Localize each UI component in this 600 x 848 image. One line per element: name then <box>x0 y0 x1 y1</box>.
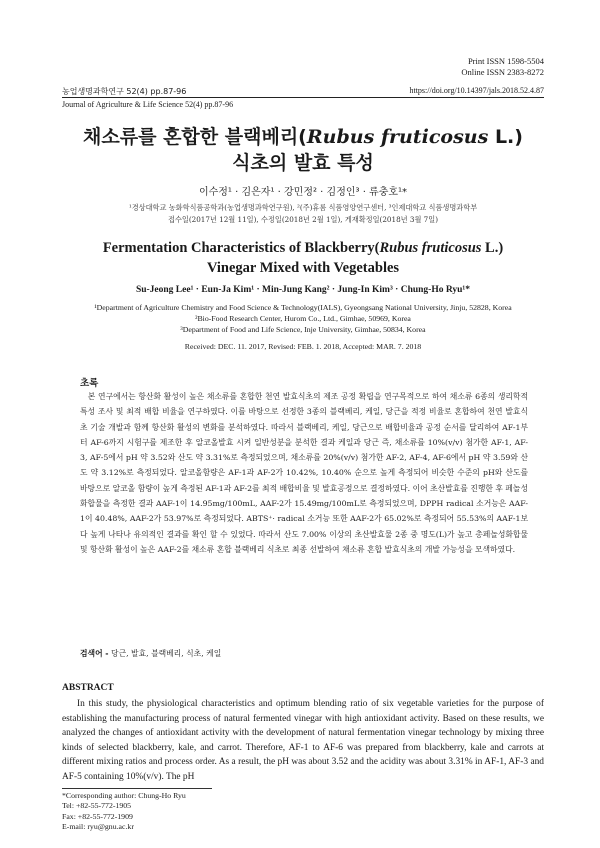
footnote-fax: Fax: +82-55-772-1909 <box>62 811 133 821</box>
footnote-tel: Tel: +82-55-772-1905 <box>62 801 132 811</box>
affiliation-en-1: ¹Department of Agriculture Chemistry and Food Science & Technology(IALS), Gyeongsang National University, Jinju, 52828, Korea <box>94 303 512 312</box>
affiliation-ko-text: ¹경상대학교 농화학식품공학과(농업생명과학연구원), ²(주)휴롬 식품영양연구센터, ³인제대학교 식품생명과학부 <box>128 203 478 212</box>
abstract-ko-heading: 초록 <box>80 378 99 389</box>
title-korean <box>62 124 544 176</box>
corresponding-author-footnote <box>62 791 186 833</box>
running-header-ko: 농업생명과학연구 52(4) pp.87-96 <box>62 87 187 96</box>
print-issn: Print ISSN 1598-5504 <box>467 56 544 66</box>
footnote-email[interactable]: E-mail: ryu@gnu.ac.kr <box>62 822 134 832</box>
title-ko-species: Rubus fruticosus <box>306 126 489 148</box>
title-en-part1: Fermentation Characteristics of Blackberry( <box>102 240 380 256</box>
header-divider <box>62 97 544 98</box>
online-issn: Online ISSN 2383-8272 <box>461 67 544 77</box>
title-ko-part1: 채소류를 혼합한 블랙베리( <box>83 126 307 148</box>
affiliation-en-3: ³Department of Food and Life Science, Inje University, Gimhae, 50834, Korea <box>180 325 426 334</box>
keywords-list: 당근, 발효, 블랙베리, 식초, 케일 <box>111 649 222 658</box>
authors-english: Su-Jeong Lee¹ · Eun-Ja Kim¹ · Min-Jung Kang² · Jung-In Kim³ · Chung-Ho Ryu¹* <box>135 285 471 295</box>
keywords <box>80 648 528 659</box>
journal-name-en: Journal of Agriculture & Life Science 52(4) pp.87-96 <box>62 100 234 109</box>
title-english <box>62 238 544 278</box>
abstract-korean: 본 연구에서는 항산화 활성이 높은 채소류를 혼합한 천연 발효식초의 제조 공정 확립을 연구목적으로 하여 채소류 6종의 생리학적 특성 조사 및 최적 배합 비율을 연구하였다. 이를 바탕으로 선정한 3종의 블랙베리, 케일, 당근을 적정 비율로 혼합하여 천연 발효식초 기술 개발과 함께 항산화 활성의 변화를 분석하였다. 따라서 블랙베리, 케일, 당근으로 배합비율과 공정 순서를 달리하여 AF-1부터 AF-6까지 시험구를 제조한 후 알코올발효 시켜 일반성분을 분석한 결과 케일과 당근 즉, 채소류를 10%(v/v) 첨가한 AF-1, AF-3, AF-5에서 pH 약 3.52와 산도 약 3.31%로 측정되었으며, 채소류를 20%(v/v) 첨가한 AF-2, AF-4, AF-6에서 pH 약 3.59와 산도 약 3.12%로 측정되었다. 알코올함량은 AF-1과 AF-2가 10.42%, 10.40% 순으로 높게 측정되어 비슷한 수준의 pH와 산도를 바탕으로 알코올 함량이 높게 측정된 AF-1과 AF-2를 최적 배합비율 및 발효공정으로 결정하였다. 이어 초산발효를 진행한 후 페놀성화합물을 측정한 결과 AAF-1이 14.95mg/100mL, AAF-2가 15.49mg/100mL로 측정되었으며, DPPH radical 소거능은 AAF-1이 40.48%, AAF-2가 53.97%로 측정되었다. ABTS⁺· radical 소거능 또한 AAF-2가 65.02%로 측정되어 55.53%의 AAF-1보다 높게 나타나 유의적인 결과를 확인 할 수 있었다. 따라서 산도 7.00% 이상의 초산발효물 2종 중 명도(L)가 높고 총페놀성화합물 및 항산화 활성이 높은 AAF-2를 채소류 혼합 블랙베리 식초로 최종 선발하여 채소류 혼합 발효식초의 개발 가능성을 모색하였다. <box>80 392 528 554</box>
doi-link[interactable]: https://doi.org/10.14397/jals.2018.52.4.87 <box>409 86 544 95</box>
footnote-divider <box>62 788 212 789</box>
title-ko-line2: 식초의 발효 특성 <box>232 152 374 174</box>
affiliation-english <box>62 302 544 335</box>
title-en-species: Rubus fruticosus <box>379 240 482 256</box>
title-ko-part2: L.) <box>488 126 523 148</box>
affiliation-korean <box>62 202 544 226</box>
title-en-part2: L.) <box>481 240 504 256</box>
abstract-english: In this study, the physiological characteristics and optimum blending ratio of six vegetable varieties for the purpose of establishing the manufacturing process of natural fermented vinegar with high antioxidant activity. Based on these results, we analyzed the changes of antioxidant activity with the development of natural fermentation vinegar technology by mixing three kinds of selected blackberry, kale, and carrot. Therefore, AF-1 to AF-6 was prepared from blackberry, kale and carrots at different mixing ratios and process order. As a result, the pH was about 3.52 and the acidity was about 3.31% in AF-1, AF-3 and AF-5 containing 10%(v/v). The pH <box>62 699 544 782</box>
footnote-author: *Corresponding author: Chung-Ho Ryu <box>62 791 186 800</box>
dates-korean: 접수일(2017년 12월 11일), 수정일(2018년 2월 1일), 게재확정일(2018년 3월 7일) <box>168 215 438 224</box>
title-en-line2: Vinegar Mixed with Vegetables <box>206 260 400 276</box>
abstract-en-heading: ABSTRACT <box>62 683 114 693</box>
issn-block <box>461 56 544 78</box>
authors-korean: 이수정¹ · 김은자¹ · 강민정² · 김정인³ · 류충호¹* <box>198 187 408 198</box>
keywords-label: 검색어 - <box>80 649 109 658</box>
affiliation-en-2: ²Bio-Food Research Center, Hurom Co., Ltd., Gimhae, 50969, Korea <box>195 314 411 323</box>
received-dates: Received: DEC. 11. 2017, Revised: FEB. 1. 2018, Accepted: MAR. 7. 2018 <box>184 342 422 351</box>
